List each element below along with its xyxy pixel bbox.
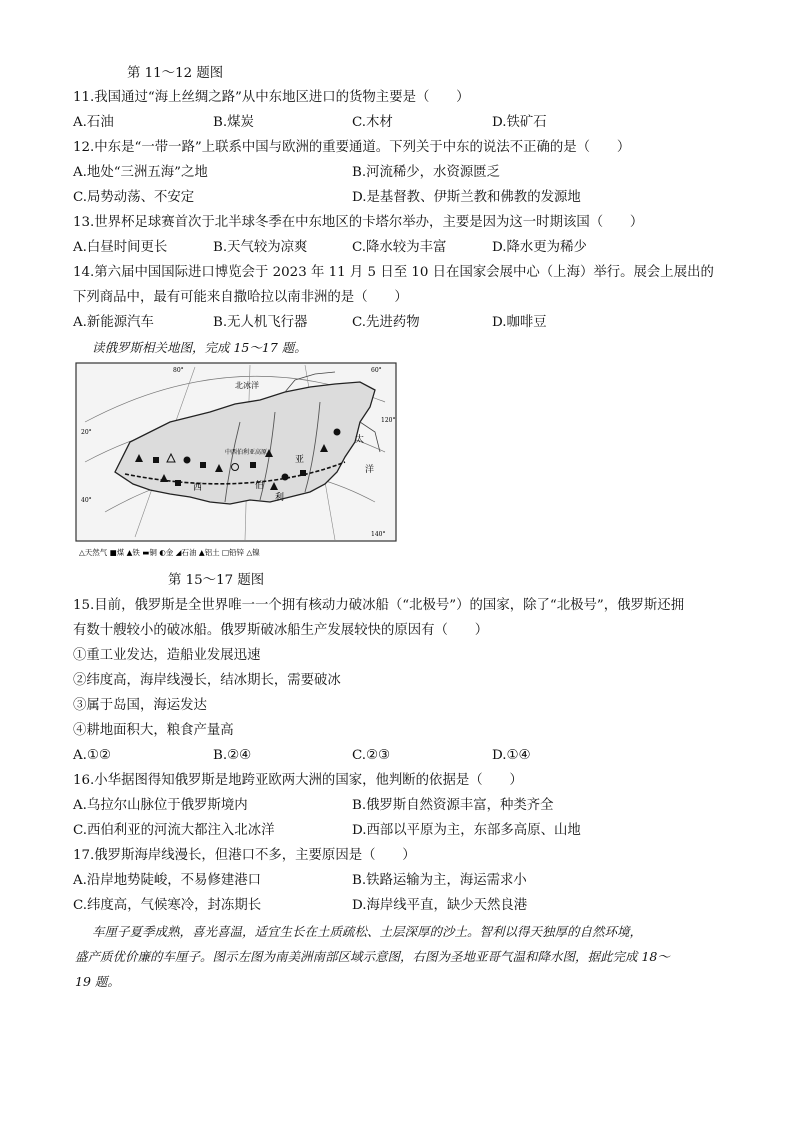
map-label-lon140: 140°	[371, 531, 386, 538]
question-11-stem: 11.我国通过“海上丝绸之路”从中东地区进口的货物主要是（ ）	[73, 90, 470, 105]
q17-option-d: D.海岸线平直，缺少天然良港	[352, 898, 528, 913]
resource-symbol-icon	[175, 480, 181, 486]
q13-option-c: C.降水较为丰富	[352, 240, 447, 255]
q15-item-3: ③属于岛国，海运发达	[73, 698, 207, 713]
intro-chile-line2: 盛产质优价廉的车厘子。图示左图为南美洲南部区域示意图，右图为圣地亚哥气温和降水图，据此完成 18～	[75, 949, 670, 964]
resource-symbol-icon	[153, 457, 159, 463]
q15-item-1: ①重工业发达，造船业发展迅速	[73, 648, 261, 663]
q11-option-d: D.铁矿石	[492, 115, 547, 130]
question-13-stem: 13.世界杯足球赛首次于北半球冬季在中东地区的卡塔尔举办，主要是因为这一时期该国（ ）	[73, 215, 644, 230]
q16-option-c: C.西伯利亚的河流大都注入北冰洋	[73, 823, 275, 838]
figure-caption: 第 11～12 题图	[127, 66, 224, 81]
map-label-lat20: 20°	[81, 429, 92, 436]
q11-option-b: B.煤炭	[213, 115, 254, 130]
q17-option-b: B.铁路运输为主，海运需求小	[352, 873, 527, 888]
question-15-stem-line2: 有数十艘较小的破冰船。俄罗斯破冰船生产发展较快的原因有（ ）	[73, 623, 489, 638]
resource-symbol-icon	[334, 429, 341, 436]
question-14-stem-line2: 下列商品中，最有可能来自撒哈拉以南非洲的是（ ）	[73, 290, 408, 305]
q14-option-d: D.咖啡豆	[492, 315, 547, 330]
q17-option-a: A.沿岸地势陡峻，不易修建港口	[73, 873, 262, 888]
q14-option-a: A.新能源汽车	[73, 315, 154, 330]
q16-option-a: A.乌拉尔山脉位于俄罗斯境内	[73, 798, 248, 813]
russia-map	[75, 362, 397, 562]
resource-symbol-icon	[184, 457, 191, 464]
resource-symbol-icon	[300, 470, 306, 476]
q12-option-c: C.局势动荡、不安定	[73, 190, 195, 205]
intro-russia: 读俄罗斯相关地图，完成 15～17 题。	[92, 340, 307, 355]
q12-option-a: A.地处“三洲五海”之地	[73, 165, 208, 180]
intro-chile-line3: 19 题。	[75, 974, 120, 989]
q13-option-a: A.白昼时间更长	[73, 240, 168, 255]
question-15-stem-line1: 15.目前，俄罗斯是全世界唯一一个拥有核动力破冰船（“北极号”）的国家，除了“北极号”，俄罗斯还拥	[73, 598, 685, 613]
question-16-stem: 16.小华据图得知俄罗斯是地跨亚欧两大洲的国家，他判断的依据是（ ）	[73, 773, 523, 788]
q11-option-c: C.木材	[352, 115, 393, 130]
q11-option-a: A.石油	[73, 115, 114, 130]
map-label-plateau: 中西伯利亚高原	[225, 449, 268, 456]
question-14-stem-line1: 14.第六届中国国际进口博览会于 2023 年 11 月 5 日至 10 日在国家会展中心（上海）举行。展会上展出的	[73, 265, 714, 280]
resource-symbol-icon	[250, 462, 256, 468]
q12-option-d: D.是基督教、伊斯兰教和佛教的发源地	[352, 190, 581, 205]
q14-option-c: C.先进药物	[352, 315, 420, 330]
q15-option-d: D.①④	[492, 748, 531, 763]
map-legend: △天然气 ■煤 ▲铁 ▬铜 ◐金 ◢石油 ▲铝土 □铅锌 △镍	[79, 548, 260, 557]
map-label-lon80: 80°	[173, 367, 184, 374]
question-12-stem: 12.中东是“一带一路”上联系中国与欧洲的重要通道。下列关于中东的说法不正确的是（ ）	[73, 140, 631, 155]
q13-option-d: D.降水更为稀少	[492, 240, 587, 255]
map-label-tai: 太	[355, 435, 365, 445]
q15-item-2: ②纬度高，海岸线漫长，结冰期长，需要破冰	[73, 673, 341, 688]
map-label-xi: 西	[193, 483, 203, 493]
q15-item-4: ④耕地面积大，粮食产量高	[73, 723, 234, 738]
q12-option-b: B.河流稀少，水资源匮乏	[352, 165, 501, 180]
q16-option-b: B.俄罗斯自然资源丰富，种类齐全	[352, 798, 554, 813]
map-label-bo: 伯	[255, 481, 265, 491]
map-label-yang: 洋	[365, 465, 375, 475]
map-label-lat40: 40°	[81, 497, 92, 504]
intro-chile-line1: 车厘子夏季成熟，喜光喜温，适宜生长在土质疏松、土层深厚的沙土。智利以得天独厚的自然环境，	[92, 924, 643, 939]
map-label-arctic-ocean: 北冰洋	[235, 381, 259, 390]
q15-option-a: A.①②	[73, 748, 111, 763]
map-label-lon120: 120°	[381, 417, 396, 424]
map-label-li: 利	[275, 493, 285, 503]
resource-symbol-icon	[282, 474, 289, 481]
q13-option-b: B.天气较为凉爽	[213, 240, 308, 255]
question-17-stem: 17.俄罗斯海岸线漫长，但港口不多，主要原因是（ ）	[73, 848, 416, 863]
q14-option-b: B.无人机飞行器	[213, 315, 308, 330]
resource-symbol-icon	[200, 462, 206, 468]
map-label-lat60: 60°	[371, 367, 382, 374]
q17-option-c: C.纬度高，气候寒冷，封冻期长	[73, 898, 262, 913]
q16-option-d: D.西部以平原为主，东部多高原、山地	[352, 823, 581, 838]
map-label-ya: 亚	[295, 455, 305, 465]
figure-caption-2: 第 15～17 题图	[168, 573, 265, 588]
q15-option-b: B.②④	[213, 748, 252, 763]
q15-option-c: C.②③	[352, 748, 391, 763]
